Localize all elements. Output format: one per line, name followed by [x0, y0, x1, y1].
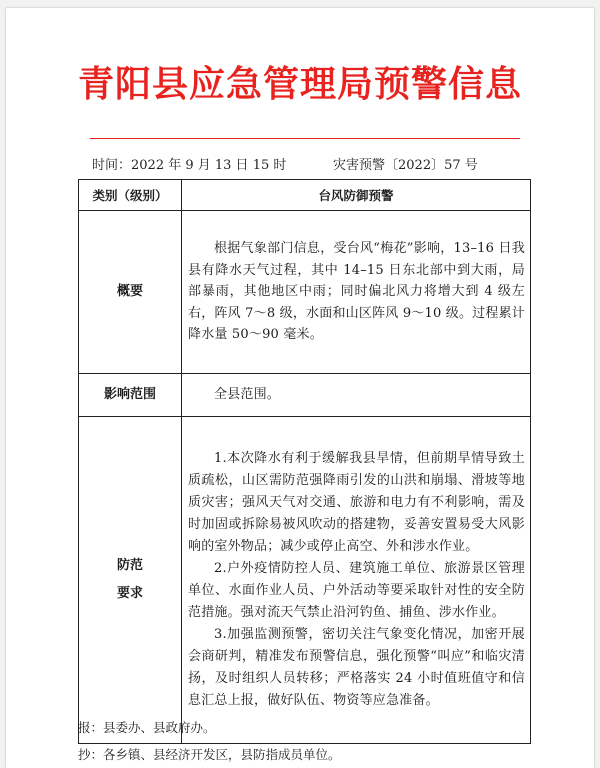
table-row — [79, 417, 531, 744]
scope-label — [79, 374, 182, 417]
measure-item: 3.加强监测预警，密切关注气象变化情况，加密开展会商研判，精准发布预警信息，强化预警“叫应”和临灾清扬，及时组织人员转移；严格落实 24 小时值班值守和信息汇总上报，做好队伍、物资等应急准备。 — [188, 627, 525, 708]
measures-cell — [182, 417, 531, 744]
copy-to-line: 抄：各乡镇、县经济开发区，县防指成员单位。 — [78, 747, 341, 762]
summary-label — [79, 211, 182, 374]
scope-text: 全县范围。 — [214, 387, 281, 403]
scope-cell — [182, 374, 531, 417]
measures-label — [79, 417, 182, 744]
category-value: 台风防御预警 — [182, 180, 531, 211]
table-header-row — [79, 180, 531, 211]
warning-table — [78, 179, 531, 744]
summary-text: 根据气象部门信息，受台风“梅花”影响，13–16 日我县有降水天气过程，其中 14–15 日东北部中到大雨，局部暴雨，其他地区中雨；同时偏北风力将增大到 4 级左右，阵风 7～8 级，水面和山区阵风 9～10 级。过程累计降水量 50～90 毫米。 — [188, 241, 525, 343]
red-divider — [90, 138, 520, 139]
measure-item: 1.本次降水有利于缓解我县旱情，但前期旱情导致土质疏松，山区需防范强降雨引发的山洪和崩塌、滑坡等地质灾害；强风天气对交通、旅游和电力有不利影响，需及时加固或拆除易被风吹动的搭建物，妥善安置易受大风影响的室外物品；减少或停止高空、外和涉水作业。 — [188, 451, 525, 554]
measures-label-line2: 要求 — [116, 586, 143, 601]
category-header: 类别（级别） — [79, 180, 182, 211]
measures-label-line1: 防范 — [116, 558, 143, 573]
document-page — [6, 8, 594, 768]
summary-label-text: 概要 — [116, 284, 143, 299]
table-row — [79, 211, 531, 374]
measure-item: 2.户外疫情防控人员、建筑施工单位、旅游景区管理单位、水面作业人员、户外活动等要采取针对性的安全防范措施。强对流天气禁止沿河钓鱼、捕鱼、涉水作业。 — [188, 561, 525, 620]
warning-number: 灾害预警〔2022〕57 号 — [333, 158, 478, 173]
scope-label-text: 影响范围 — [103, 387, 156, 402]
document-title: 青阳县应急管理局预警信息 — [77, 63, 522, 105]
table-row — [79, 374, 531, 417]
summary-cell — [182, 211, 531, 374]
issue-time: 时间：2022 年 9 月 13 日 15 时 — [92, 158, 287, 173]
report-to-line: 报：县委办、县政府办。 — [78, 720, 216, 735]
